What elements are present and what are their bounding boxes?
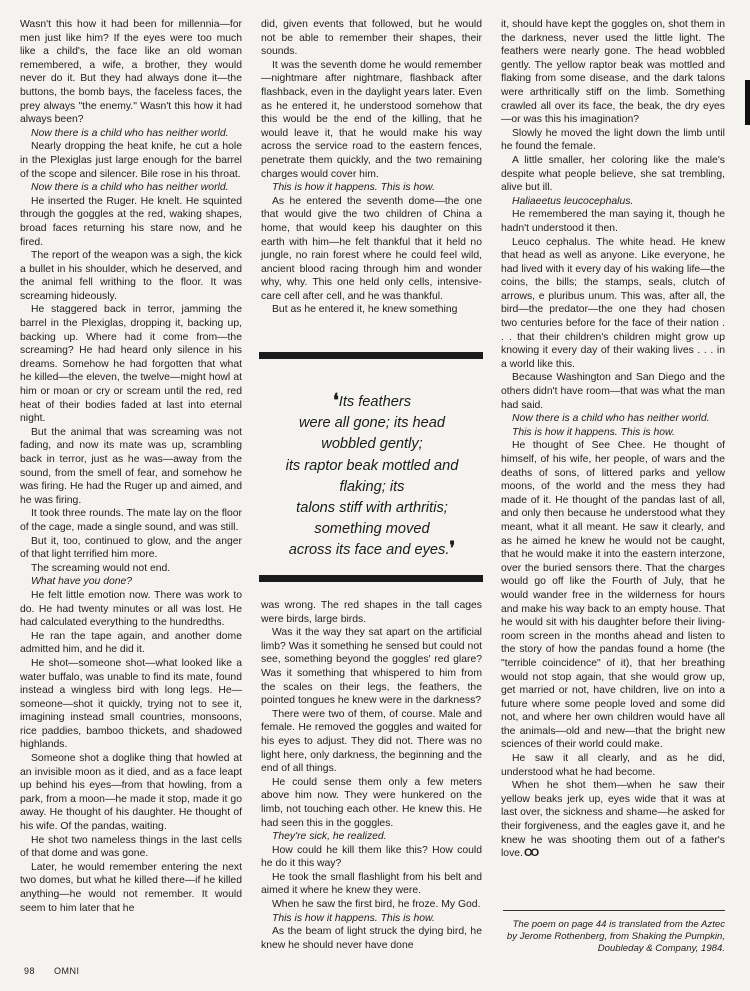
paragraph: Now there is a child who has neither world. xyxy=(512,413,710,425)
paragraph: it, should have kept the goggles on, shot them in the darkness, never used the little light. The feathers were nearly gone. The head wobbled gently. The yellow raptor beak was mottled and flaking from some disease, and the dark talons were arthritically stiff on the limb. Something crawled all over its face, the beak, the dry eyes—or was this his imagination? xyxy=(501,19,725,126)
paragraph: When he saw the first bird, he froze. My God. xyxy=(272,899,481,911)
paragraph: was wrong. The red shapes in the tall cages were birds, large birds. xyxy=(261,600,482,625)
paragraph: He thought of See Chee. He thought of himself, of his wife, her people, of wars and the deaths of sons, of littered parks and yellow moons, of the world and the mess they had made of it. He thought of the pandas last of all, and only then because he understood what they meant, what it all meant. He saw it clearly, and as he aimed he knew he would not be caught, that he would make it into the eastern interzone, over the buried sensors there. That the charges would go off like the Fourth of July, that he would wander free in the wilderness for hours and make his way back to an empty house. That he would sit with his daughter before their living-room screen in the months ahead and listen to the story of how the pandas found a home (the "terrible coincidence" of it), that her breathing would not stop again, that she would grow up, get married or not, have children, live on into a future where some people loved and some did not, and where her own children would have all the animals—old and new—that the bright new sciences of their world could make. xyxy=(501,440,725,751)
article-column-1 xyxy=(20,18,242,915)
paragraph: He shot two nameless things in the last cells of that dome and was gone. xyxy=(20,834,242,860)
article-column-2-top xyxy=(261,18,482,317)
paragraph: He saw it all clearly, and as he did, understood what he had become. xyxy=(501,753,725,778)
pull-quote-line: flaking; its xyxy=(339,478,405,495)
paragraph: He ran the tape again, and another dome admitted him, and he did it. xyxy=(20,630,242,656)
paragraph: This is how it happens. This is how. xyxy=(272,182,435,194)
page-folio xyxy=(24,966,96,976)
paragraph: What have you done? xyxy=(31,576,133,588)
page-edge-tab xyxy=(745,80,750,125)
paragraph: Slowly he moved the light down the limb until he found the female. xyxy=(501,127,725,153)
paragraph: Now there is a child who has neither world. xyxy=(31,182,229,194)
paragraph: He inserted the Ruger. He knelt. He squinted through the goggles at the red, waking shapes, broad faces returning his stare now, and he fired. xyxy=(20,195,242,248)
paragraph: Haliaeetus leucocephalus. xyxy=(512,195,634,207)
pull-quote-line: Its feathers xyxy=(338,394,411,410)
paragraph: He shot—someone shot—what looked like a water buffalo, was unable to find its mate, found instead a wingless bird with long legs. He—someone—shot it quickly, trying not to see it, imagining instead small countries, monsoons, rice paddies, bamboo thickets, and shadowed highlands. xyxy=(20,657,242,751)
paragraph: He remembered the man saying it, though he hadn't understood it then. xyxy=(501,209,725,234)
paragraph: He staggered back in terror, jamming the barrel in the Plexiglas, dropping it, backing up, backing up. Where had it come from—the screaming? He had heard only silence in his dreams. Somehow he had forgotten that what he killed—the eleven, the twelve—might howl at him or moan or cry or scream until the red, red heat of their bodies faded at last into eternal night. xyxy=(20,304,242,425)
pull-quote-line: talons stiff with arthritis; xyxy=(296,500,448,517)
paragraph: He could sense them only a few meters above him now. They were hunkered on the limb, not touching each other. He knew this. He had seen this in the goggles. xyxy=(261,776,482,829)
pull-quote-line: were all gone; its head xyxy=(298,415,446,432)
pull-quote-line: its raptor beak mottled and xyxy=(285,457,459,474)
paragraph: Was it the way they sat apart on the artificial limb? Was it something he sensed but could not see, something beyond the goggles' red glare? Was it something that whispered to him from the scales on their legs, the feathers, the pointed tongues he knew were in the darkness? xyxy=(261,627,482,707)
paragraph: did, given events that followed, but he would not be able to remember their shapes, their sounds. xyxy=(261,19,482,58)
paragraph: He felt little emotion now. There was work to do. He had twenty minutes or all was lost. He had calculated everything to the hundredths. xyxy=(20,589,242,629)
pull-quote xyxy=(262,392,482,562)
pull-quote-bottom-rule xyxy=(259,575,483,582)
paragraph: Leuco cephalus. The white head. He knew that head as well as anyone. Like everyone, he had lived with it every day of his waking life—the coins, the bills; the stamps, seals, clutch of arrows, e pluribus unum. This was, after all, the bird—the predator—the one they had chosen two centuries before for the face of their nation . . . that their children's children might grow up knowing it every day of their waking lives . . . in a world like this. xyxy=(501,236,725,370)
paragraph: This is how it happens. This is how. xyxy=(512,426,675,438)
article-column-3 xyxy=(501,18,725,861)
pull-quote-line: something moved xyxy=(314,521,430,538)
paragraph: Later, he would remember entering the next two domes, but what he killed there—if he killed anything—he would not remember. It would seem to him later that he xyxy=(20,861,242,914)
paragraph: Because Washington and San Diego and the others didn't have room—that was what the man had said. xyxy=(501,372,725,411)
paragraph: He took the small flashlight from his belt and aimed it where he knew they were. xyxy=(261,871,482,897)
paragraph: Now there is a child who has neither world. xyxy=(31,127,229,139)
paragraph: The report of the weapon was a sigh, the kick a bullet in his shoulder, which he deserved, and the animal fell writhing to the floor. It was screaming hideously. xyxy=(20,250,242,302)
paragraph: As the beam of light struck the dying bird, he knew he should never have done xyxy=(261,926,482,951)
pull-quote-close-mark: ❜ xyxy=(449,538,456,559)
paragraph: A little smaller, her coloring like the male's despite what people believe, she sat trembling, alive but ill. xyxy=(501,154,725,194)
paragraph: As he entered the seventh dome—the one that would give the two children of China a home, that would keep his daughter on this earth with him—he felt thankful that it held no jungle, no rain forest where he could feel wild, ancient blood racing through him and wonder why, why. This one held only cells, intensive-care cell after cell, and he was thankful. xyxy=(261,195,482,302)
paragraph: There were two of them, of course. Male and female. He removed the goggles and waited for his eyes to adjust. They did not. There was no light here, only darkness, the beginning and the end of all things. xyxy=(261,708,482,775)
paragraph: It was the seventh dome he would remember—nightmare after nightmare, flashback after flashback, even in the daylight years later. Even as he entered it, he understood somehow that this would be the end of the killing, that he would leave it, that he would make his way across the service road to the eastern fences, penetrate them quickly, and the two remaining charges would cover him. xyxy=(261,59,482,180)
end-of-article-mark: OO xyxy=(522,847,538,860)
paragraph: But as he entered it, he knew something xyxy=(272,304,458,316)
article-column-2-bottom xyxy=(261,599,482,952)
pull-quote-top-rule xyxy=(259,352,483,359)
magazine-name: OMNI xyxy=(54,966,80,976)
pull-quote-line: across its face and eyes. xyxy=(288,542,450,559)
paragraph: Nearly dropping the heat knife, he cut a hole in the Plexiglas just large enough for the barrel of the scope and silencer. Bile rose in his throat. xyxy=(20,141,242,180)
paragraph: When he shot them—when he saw their yellow beaks jerk up, eyes wide that it was at last over, the sickness and shame—he asked for their forgiveness, and the eagles gave it, and he knew he was shooting them out of a father's love. OO xyxy=(501,780,725,860)
paragraph: Wasn't this how it had been for millennia—for men just like him? If the eyes were too much like a child's, the face like an old woman remembered, a wife, a brother, they would never do it. But they had always done it—the buttons, the bomb bays, the faceless faces, the prey always "the enemy." Wasn't this how it had always been? xyxy=(20,19,242,126)
paragraph: This is how it happens. This is how. xyxy=(272,912,435,924)
pull-quote-open-mark: ❛ xyxy=(332,390,339,410)
paragraph: How could he kill them like this? How could he do it this way? xyxy=(261,844,482,870)
paragraph: But the animal that was screaming was not fading, and now its mate was up, scrambling back in terror, just as he was—away from the sound, from the smell of fear, and somehow he was firing. He had the Ruger up and aimed, and he was firing. xyxy=(20,426,242,506)
paragraph: They're sick, he realized. xyxy=(272,831,387,843)
poem-credit-note: The poem on page 44 is translated from the Aztec by Jerome Rothenberg, from Shaking the Pumpkin, Doubleday & Company, 1984. xyxy=(503,910,725,956)
pull-quote-line: wobbled gently; xyxy=(321,436,423,453)
page-number: 98 xyxy=(24,966,36,976)
paragraph: Someone shot a doglike thing that howled at an invisible moon as it died, and as a face leapt up behind his eyes—from that howling, from a park, from a moon—he made it stop, made it go away. He thought of his daughter. He thought of his wife. Of the pandas, waiting. xyxy=(20,753,242,833)
paragraph: It took three rounds. The mate lay on the floor of the cage, made a single sound, and was still. xyxy=(20,508,242,533)
paragraph: The screaming would not end. xyxy=(31,562,171,574)
paragraph: But it, too, continued to glow, and the anger of that light terrified him more. xyxy=(20,535,242,561)
